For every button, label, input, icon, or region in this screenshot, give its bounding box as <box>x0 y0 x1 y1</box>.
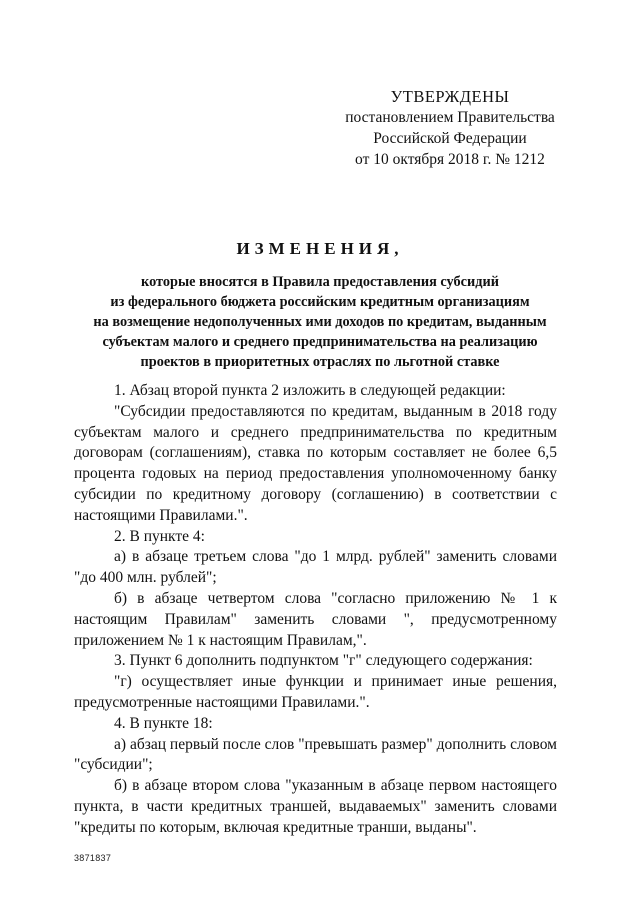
paragraph-subitem-2a: а) в абзаце третьем слова "до 1 млрд. рублей" заменить словами "до 400 млн. рублей"; <box>74 548 557 587</box>
subtitle-line: которые вносятся в Правила предоставления субсидий <box>141 274 499 290</box>
paragraph-subitem-2b: б) в абзаце четвертом слова "согласно приложению № 1 к настоящим Правилам" заменить словами ", предусмотренному приложением № 1 к настоящим Правилам,". <box>74 589 557 649</box>
subtitle-line: проектов в приоритетных отраслях по льготной ставке <box>140 354 500 370</box>
subtitle-line: на возмещение недополученных ими доходов по кредитам, выданным <box>93 314 547 330</box>
paragraph-subitem-4b: б) в абзаце втором слова "указанным в абзаце первом настоящего пункта, в части кредитных траншей, выдаваемых" заменить словами "кредиты по которым, включая кредитные транши, выданы". <box>74 777 557 836</box>
approval-line-2: Российской Федерации <box>373 130 527 147</box>
document-body <box>74 381 557 839</box>
approval-stamp <box>320 86 580 170</box>
approval-line-3: от 10 октября 2018 г. № 1212 <box>355 151 545 168</box>
document-subtitle <box>60 272 580 372</box>
document-title: ИЗМЕНЕНИЯ, <box>236 239 404 258</box>
paragraph-item-1: 1. Абзац второй пункта 2 изложить в следующей редакции: <box>114 382 506 399</box>
paragraph-item-4: 4. В пункте 18: <box>114 714 213 732</box>
subtitle-line: субъектам малого и среднего предпринимательства на реализацию <box>102 334 538 350</box>
approval-heading: УТВЕРЖДЕНЫ <box>390 87 510 106</box>
document-code: 3871837 <box>74 853 112 863</box>
document-title-block <box>60 238 580 372</box>
paragraph-subitem-4a: а) абзац первый после слов "превышать размер" дополнить словом "субсидии"; <box>74 735 557 774</box>
paragraph-quote-3: "г) осуществляет иные функции и принимает иные решения, предусмотренные настоящими Правилами.". <box>74 673 557 711</box>
paragraph-item-2: 2. В пункте 4: <box>114 527 205 545</box>
approval-line-1: постановлением Правительства <box>345 109 555 126</box>
paragraph-item-3: 3. Пункт 6 дополнить подпунктом "г" следующего содержания: <box>114 652 533 670</box>
paragraph-quote-1: "Субсидии предоставляются по кредитам, выданным в 2018 году субъектам малого и среднего предпринимательства по кредитным договорам (соглашениям), ставка по которым составляет не более 6,5 процента годовых на период предоставления уполномоченному банку субсидии по кредитному договору (соглашению) в соответствии с настоящими Правилами.". <box>74 402 557 524</box>
subtitle-line: из федерального бюджета российским кредитным организациям <box>110 294 530 310</box>
